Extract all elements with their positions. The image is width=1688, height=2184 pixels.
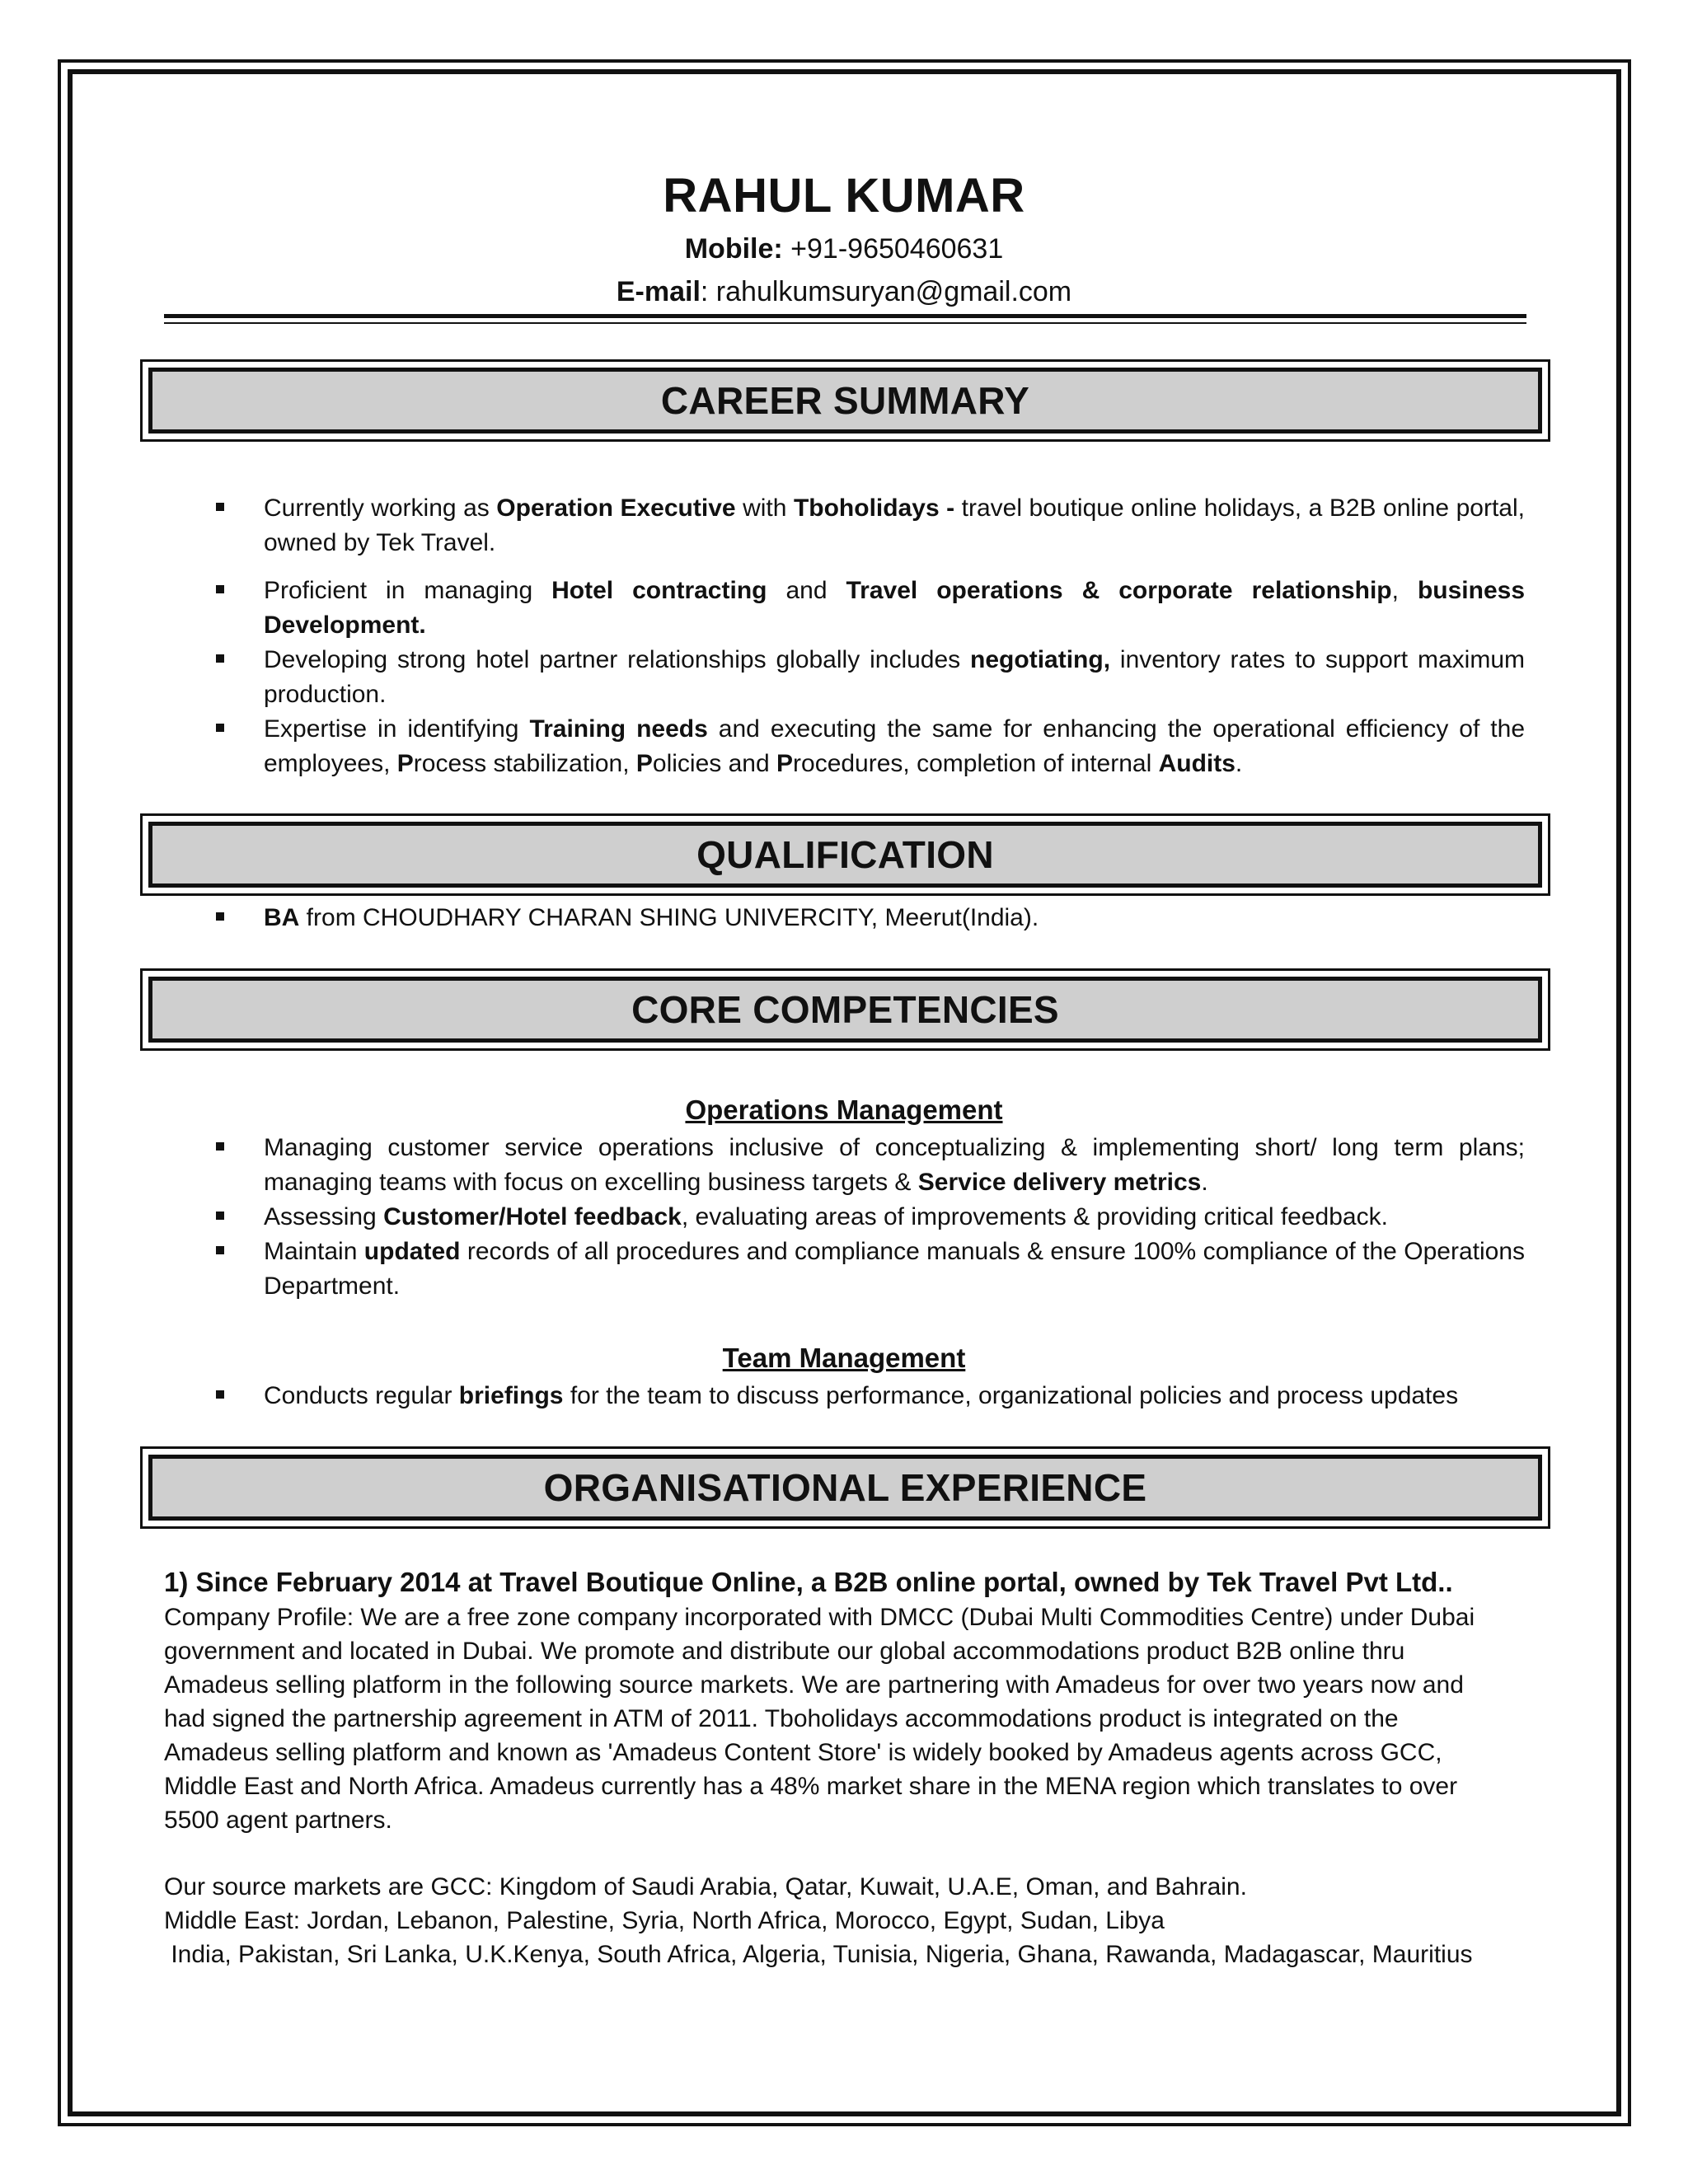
section-title: CORE COMPETENCIES bbox=[148, 977, 1542, 1043]
list-item bbox=[206, 1235, 1525, 1304]
text: Customer/Hotel feedback bbox=[383, 1203, 682, 1230]
text: , bbox=[1391, 577, 1418, 604]
text: , evaluating areas of improvements & providing critical feedback. bbox=[681, 1203, 1388, 1230]
text: Training needs bbox=[529, 715, 708, 743]
text: Assessing bbox=[264, 1203, 384, 1230]
career-summary-list bbox=[206, 491, 1525, 781]
team-list bbox=[206, 1379, 1525, 1413]
list-item bbox=[206, 901, 1525, 935]
profile-line: Company Profile: We are a free zone company incorporated with DMCC (Dubai Multi Commodities Centre) under Dubai bbox=[164, 1604, 1475, 1631]
bullet-icon bbox=[216, 1212, 224, 1220]
section-header-qualification bbox=[140, 813, 1550, 896]
text: updated bbox=[363, 1238, 461, 1265]
text: inventory rates to support maximum production. bbox=[264, 646, 1525, 708]
text: Conducts regular bbox=[264, 1382, 459, 1409]
text: P bbox=[776, 750, 794, 777]
header-rule-thin bbox=[164, 322, 1526, 324]
text: BA bbox=[264, 904, 300, 931]
text: from CHOUDHARY CHARAN SHING UNIVERCITY, Meerut(India). bbox=[299, 904, 1039, 931]
text: . bbox=[1201, 1169, 1208, 1196]
section-header-career-summary bbox=[140, 359, 1550, 442]
text: Expertise in identifying bbox=[264, 715, 530, 743]
text: Developing strong hotel partner relationships globally includes bbox=[264, 646, 971, 673]
text: . bbox=[1235, 750, 1243, 777]
experience-title: 1) Since February 2014 at Travel Boutique Online, a B2B online portal, owned by Tek Travel Pvt Ltd.. bbox=[164, 1567, 1453, 1597]
operations-list bbox=[206, 1131, 1525, 1304]
bullet-icon bbox=[216, 585, 224, 593]
text: and executing the same for enhancing the operational efficiency of the employees, bbox=[264, 715, 1526, 777]
profile-line: government and located in Dubai. We promote and distribute our global accommodations product B2B online thru bbox=[164, 1638, 1405, 1665]
bullet-icon bbox=[216, 1390, 224, 1399]
text: Audits bbox=[1158, 750, 1236, 777]
text: olicies and bbox=[652, 750, 776, 777]
candidate-name: RAHUL KUMAR bbox=[663, 169, 1025, 223]
section-title: CAREER SUMMARY bbox=[148, 368, 1542, 434]
email-value: : rahulkumsuryan@gmail.com bbox=[700, 276, 1072, 307]
list-item bbox=[206, 1200, 1525, 1235]
text: records of all procedures and compliance manuals & ensure 100% compliance of the Operations Department. bbox=[264, 1238, 1526, 1300]
section-title: QUALIFICATION bbox=[148, 822, 1542, 888]
text: for the team to discuss performance, organizational policies and process updates bbox=[563, 1382, 1459, 1409]
markets-line: Middle East: Jordan, Lebanon, Palestine, Syria, North Africa, Morocco, Egypt, Sudan, Libya bbox=[164, 1907, 1165, 1934]
bullet-icon bbox=[216, 503, 224, 511]
text: Tboholidays - bbox=[793, 494, 955, 522]
profile-line: Amadeus selling platform in the following source markets. We are partnering with Amadeus for over two years now and bbox=[164, 1671, 1464, 1699]
list-item bbox=[206, 491, 1525, 560]
list-item bbox=[206, 1379, 1525, 1413]
text: briefings bbox=[458, 1382, 564, 1409]
mobile-line bbox=[0, 231, 1688, 267]
text: travel boutique online holidays, a B2B online portal, owned by Tek Travel. bbox=[264, 494, 1525, 556]
email-line bbox=[0, 274, 1688, 310]
profile-line: 5500 agent partners. bbox=[164, 1807, 392, 1834]
text: negotiating, bbox=[970, 646, 1111, 673]
text: Currently working as bbox=[264, 494, 497, 522]
source-markets bbox=[164, 1870, 1524, 1971]
list-item bbox=[206, 1131, 1525, 1200]
bullet-icon bbox=[216, 654, 224, 663]
text: Service delivery metrics bbox=[917, 1169, 1202, 1196]
text: Maintain bbox=[264, 1238, 364, 1265]
bullet-icon bbox=[216, 1142, 224, 1151]
email-label: E-mail bbox=[616, 276, 701, 307]
bullet-icon bbox=[216, 912, 224, 921]
text: Proficient in managing bbox=[264, 577, 552, 604]
profile-line: Middle East and North Africa. Amadeus currently has a 48% market share in the MENA region which translates to over bbox=[164, 1773, 1458, 1800]
profile-line: had signed the partnership agreement in ATM of 2011. Tboholidays accommodations product is integrated on the bbox=[164, 1705, 1399, 1732]
subheading-operations-management: Operations Management bbox=[685, 1094, 1003, 1125]
text: Managing customer service operations inclusive of conceptualizing & implementing short/ long term plans; managing teams with focus on excelling business targets & bbox=[264, 1134, 1525, 1196]
text: Operation Executive bbox=[496, 494, 736, 522]
text: P bbox=[396, 750, 414, 777]
list-item bbox=[206, 574, 1525, 643]
text: P bbox=[635, 750, 653, 777]
profile-line: Amadeus selling platform and known as 'Amadeus Content Store' is widely booked by Amadeus agents across GCC, bbox=[164, 1739, 1442, 1766]
text: Hotel contracting bbox=[551, 577, 767, 604]
company-profile bbox=[164, 1601, 1524, 1837]
text: Travel operations & corporate relationship bbox=[846, 577, 1392, 604]
section-title: ORGANISATIONAL EXPERIENCE bbox=[148, 1455, 1542, 1521]
qualification-list bbox=[206, 901, 1525, 935]
bullet-icon bbox=[216, 724, 224, 732]
text: business Development. bbox=[264, 577, 1526, 639]
markets-line: Our source markets are GCC: Kingdom of Saudi Arabia, Qatar, Kuwait, U.A.E, Oman, and Bahrain. bbox=[164, 1873, 1247, 1900]
text: rocess stabilization, bbox=[413, 750, 636, 777]
list-item bbox=[206, 712, 1525, 781]
text: rocedures, completion of internal bbox=[793, 750, 1159, 777]
text: with bbox=[735, 494, 794, 522]
section-header-experience bbox=[140, 1446, 1550, 1529]
section-header-core-competencies bbox=[140, 968, 1550, 1051]
text: and bbox=[767, 577, 846, 604]
markets-line: India, Pakistan, Sri Lanka, U.K.Kenya, South Africa, Algeria, Tunisia, Nigeria, Ghana, Rawanda, Madagascar, Mauritius bbox=[164, 1941, 1473, 1968]
header-rule-thick bbox=[164, 314, 1526, 318]
bullet-icon bbox=[216, 1246, 224, 1254]
mobile-value: +91-9650460631 bbox=[782, 233, 1004, 265]
mobile-label: Mobile: bbox=[684, 233, 783, 265]
list-item bbox=[206, 643, 1525, 712]
subheading-team-management: Team Management bbox=[722, 1343, 966, 1373]
